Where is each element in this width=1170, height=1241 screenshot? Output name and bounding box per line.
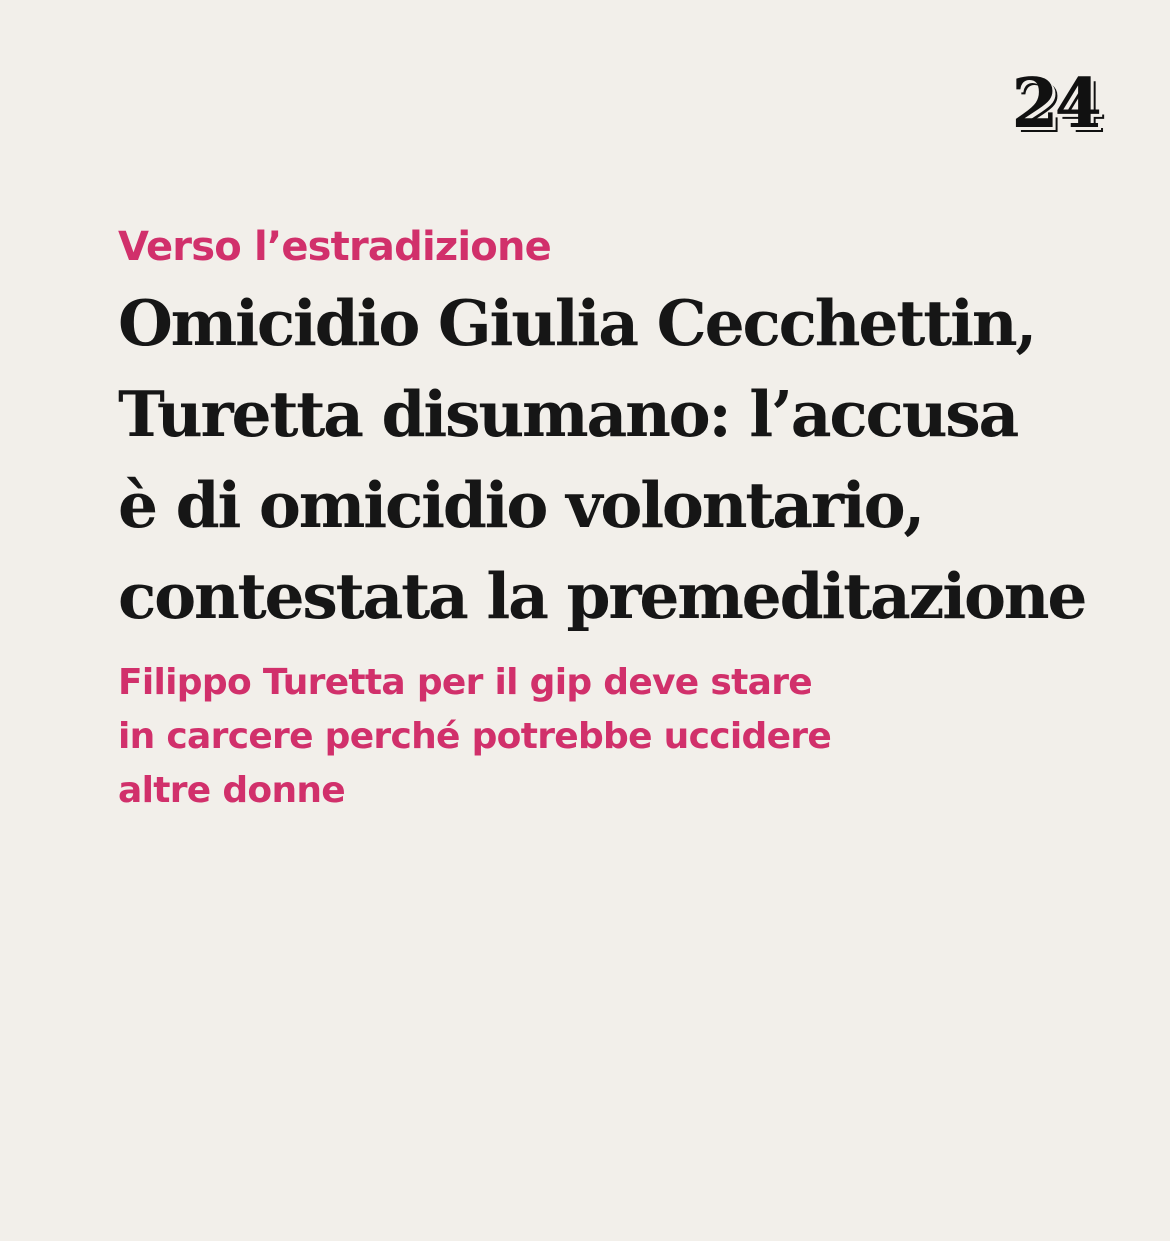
subtitle-line: altre donne — [118, 770, 346, 811]
headline-line: Omicidio Giulia Cecchettin, — [118, 286, 1036, 360]
article-headline — [118, 278, 1128, 642]
subtitle-line: in carcere perché potrebbe uccidere — [118, 716, 832, 757]
brand-logo: 24 — [1011, 64, 1098, 144]
headline-line: contestata la premeditazione — [118, 559, 1086, 633]
article-kicker: Verso l’estradizione — [118, 224, 551, 270]
subtitle-line: Filippo Turetta per il gip deve stare — [118, 662, 812, 703]
article-subtitle — [118, 656, 1128, 818]
headline-line: è di omicidio volontario, — [118, 468, 924, 542]
article-header — [118, 224, 1128, 818]
headline-line: Turetta disumano: l’accusa — [118, 377, 1018, 451]
